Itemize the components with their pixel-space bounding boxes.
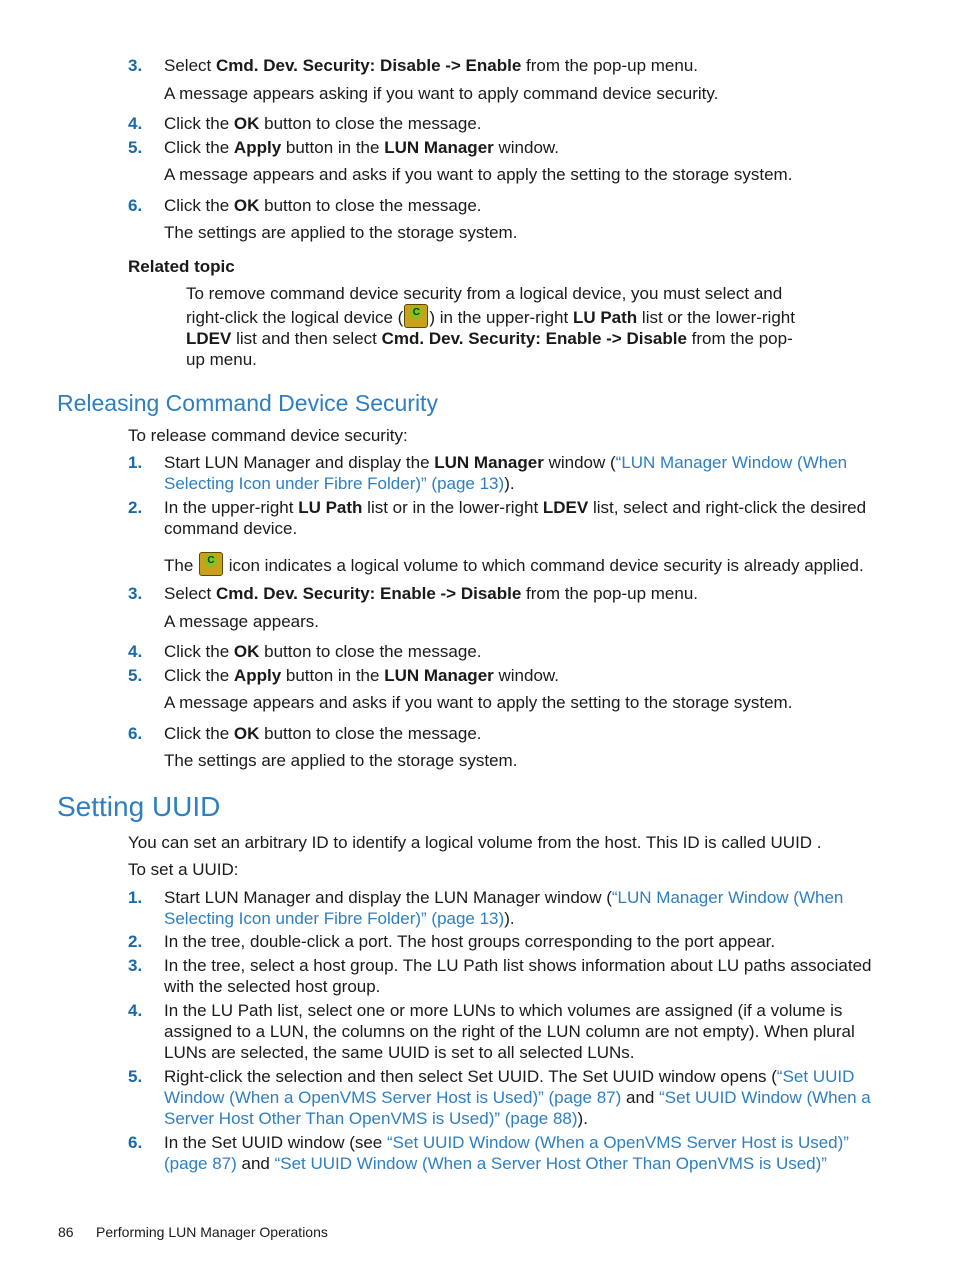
cross-reference-link[interactable]: “Set UUID Window (When a OpenVMS Server Host is Used)” (page 87) [164,1067,855,1107]
cross-reference-link[interactable]: “Set UUID Window (When a OpenVMS Server Host is Used)” (page 87) [164,1133,849,1173]
list-item: 1. Start LUN Manager and display the LUN Manager window (“LUN Manager Window (When Selecting Icon under Fibre Folder)” (page 13)). [128,888,844,928]
bold-term: OK [233,642,260,661]
bold-term: LU Path [298,498,363,517]
related-topic-text: To remove command device security from a logical device, you must select and right-click the logical device (C ) in the upper-right LU Path list or the lower-right LDEV list and then select Cmd. Dev. Security: Enable -> Disable from the pop-up menu. [186,283,796,370]
list-item: 5. Click the Apply button in the LUN Manager window. [128,138,559,157]
icon-note: The C icon indicates a logical volume to which command device security is already applied. [164,552,884,576]
list-item: 6. Click the OK button to close the message. [128,724,482,743]
list-item: 6. In the Set UUID window (see “Set UUID Window (When a OpenVMS Server Host is Used)” (page 87) and “Set UUID Window (When a Server Host Other Than OpenVMS is Used)” [128,1133,849,1173]
bold-term: LUN Manager [384,138,494,157]
bold-term: LUN Manager [434,453,544,472]
section-heading: Releasing Command Device Security [57,390,438,416]
section-intro: You can set an arbitrary ID to identify a logical volume from the host. This ID is called UUID . [128,833,822,852]
bold-term: Cmd. Dev. Security: Disable -> Enable [215,56,522,75]
bold-term: Apply [233,666,282,685]
list-item: 5. Right-click the selection and then select Set UUID. The Set UUID window opens (“Set UUID Window (When a OpenVMS Server Host is Used)” (page 87) and “Set UUID Window (When a Server Host Other Than OpenVMS is Used)” (page 88)). [128,1067,871,1128]
list-item: 3. In the tree, select a host group. The LU Path list shows information about LU paths associated with the selected host group. [128,956,872,996]
list-item: 3. Select Cmd. Dev. Security: Disable -> Enable from the pop-up menu. [128,56,699,75]
related-topic-heading: Related topic [128,257,235,276]
bold-term: OK [233,114,260,133]
cross-reference-link[interactable]: “Set UUID Window (When a Server Host Other Than OpenVMS is Used)” [274,1154,827,1173]
bold-term: LU Path [572,308,638,327]
list-item: 6. Click the OK button to close the message. [128,196,482,215]
section-intro: To release command device security: [128,426,408,445]
list-item: 2. In the tree, double-click a port. The host groups corresponding to the port appear. [128,932,776,951]
footer-title: Performing LUN Manager Operations [96,1224,328,1240]
cross-reference-link[interactable]: “Set UUID Window (When a Server Host Other Than OpenVMS is Used)” (page 88) [164,1088,871,1128]
command-device-icon [404,304,428,328]
step-note: A message appears and asks if you want to apply the setting to the storage system. [164,693,793,712]
step-note: A message appears. [164,612,319,631]
bold-term: LUN Manager [384,666,494,685]
bold-term: OK [233,196,260,215]
step-note: The settings are applied to the storage system. [164,223,518,242]
bold-term: Cmd. Dev. Security: Enable -> Disable [215,584,522,603]
step-note: A message appears asking if you want to apply command device security. [164,84,719,103]
command-device-icon [199,552,223,576]
list-item: 1. Start LUN Manager and display the LUN Manager window (“LUN Manager Window (When Selecting Icon under Fibre Folder)” (page 13)). [128,453,848,493]
page-number: 86 [58,1224,74,1240]
bold-term: Apply [233,138,282,157]
list-item: 4. Click the OK button to close the message. [128,114,482,133]
bold-term: LDEV [186,329,232,348]
list-item: 2. In the upper-right LU Path list or in the lower-right LDEV list, select and right-click the desired command device. [128,498,867,538]
list-item: 5. Click the Apply button in the LUN Manager window. [128,666,559,685]
step-note: The settings are applied to the storage system. [164,751,518,770]
cross-reference-link[interactable]: “LUN Manager Window (When Selecting Icon under Fibre Folder)” (page 13) [164,888,844,928]
section-intro: To set a UUID: [128,860,239,879]
cross-reference-link[interactable]: “LUN Manager Window (When Selecting Icon under Fibre Folder)” (page 13) [164,453,848,493]
bold-term: Cmd. Dev. Security: Enable -> Disable [381,329,687,348]
list-item: 3. Select Cmd. Dev. Security: Enable -> Disable from the pop-up menu. [128,584,699,603]
bold-term: LDEV [542,498,589,517]
bold-term: OK [233,724,260,743]
list-item: 4. In the LU Path list, select one or more LUNs to which volumes are assigned (if a volume is assigned to a LUN, the columns on the right of the LUN column are not empty). When plural LUNs are selected, the same UUID is set to all selected LUNs. [128,1001,855,1062]
step-note: A message appears and asks if you want to apply the setting to the storage system. [164,165,793,184]
list-item: 4. Click the OK button to close the message. [128,642,482,661]
page-title: Setting UUID [57,791,221,822]
